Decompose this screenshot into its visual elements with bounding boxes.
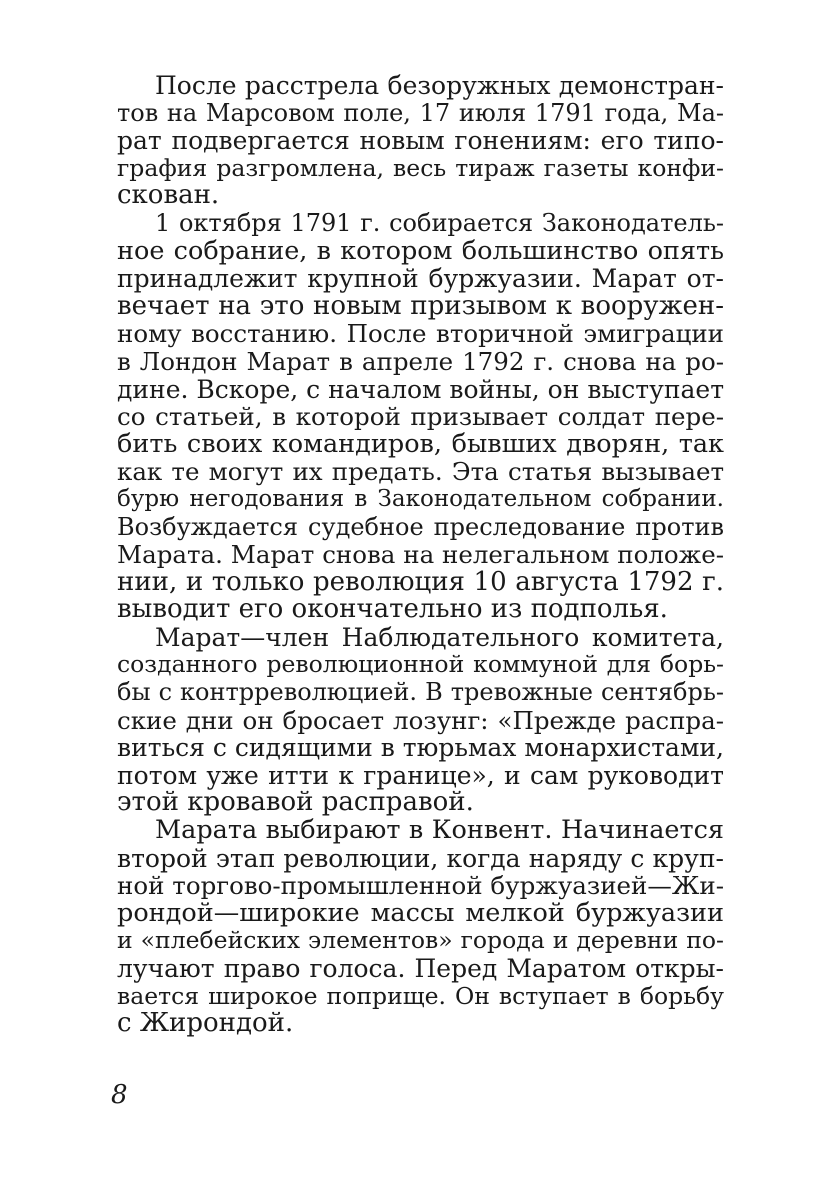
text-line: в Лондон Марат в апреле 1792 г. снова на ро- — [117, 346, 724, 376]
paragraph — [117, 210, 724, 624]
text-line: Марата. Марат снова на нелегальном положе- — [117, 540, 724, 570]
text-line: тов на Марсовом поле, 17 июля 1791 года, Ма- — [117, 98, 724, 127]
text-line: с Жирондой. — [117, 1008, 294, 1039]
text-line: 1 октября 1791 г. собирается Законодатель- — [155, 208, 724, 237]
text-line: выводит его окончательно из подполья. — [117, 594, 668, 625]
text-line: рат подвергается новым гонениям: его типо- — [117, 126, 724, 156]
paragraph — [117, 817, 724, 1038]
text-line: ное собрание, в котором большинство опять — [117, 235, 724, 266]
text-line: бить своих командиров, бывших дворян, так — [117, 428, 724, 459]
text-line: дине. Вскоре, с началом войны, он выступает — [117, 374, 725, 404]
text-line: бы с контрреволюцией. В тревожные сентябрь- — [117, 678, 724, 707]
page-body — [117, 72, 724, 1038]
text-line: рондой—широкие массы мелкой буржуазии — [117, 897, 724, 928]
text-line: нии, и только революция 10 августа 1792 г. — [117, 566, 724, 597]
text-line: Возбуждается судебное преследование против — [117, 512, 724, 541]
text-line: созданного революционной коммуной для борь- — [117, 650, 724, 679]
text-line: После расстрела безоружных демонстран- — [155, 71, 724, 100]
text-line: виться с сидящими в тюрьмах монархистами, — [117, 733, 724, 763]
text-line: вается широкое поприще. Он вступает в борьбу — [117, 981, 724, 1010]
text-line: со статьей, в которой призывает солдат пере- — [117, 402, 724, 432]
text-line: потом уже итти к границе», и сам руководит — [117, 760, 724, 790]
text-line: ной торгово-промышленной буржуазией—Жи- — [117, 871, 724, 901]
page-number: 8 — [111, 1080, 128, 1110]
text-line: ские дни он бросает лозунг: «Прежде распра- — [117, 705, 724, 735]
text-line: второй этап революции, когда наряду с круп- — [117, 843, 724, 873]
text-line: графия разгромлена, весь тираж газеты конфи- — [117, 153, 724, 182]
text-line: Марат—член Наблюдательного комитета, — [155, 622, 724, 652]
text-line: бурю негодования в Законодательном собрании. — [117, 485, 724, 512]
text-line: скован. — [117, 180, 220, 211]
paragraph — [117, 72, 724, 210]
text-line: Марата выбирают в Конвент. Начинается — [155, 815, 724, 846]
text-line: принадлежит крупной буржуазии. Марат от- — [117, 264, 724, 294]
text-line: лучают право голоса. Перед Маратом откры- — [117, 954, 724, 983]
text-line: вечает на это новым призывом к вооружен- — [117, 290, 724, 321]
text-line: и «плебейских элементов» города и деревни по- — [117, 926, 724, 955]
text-line: этой кровавой расправой. — [117, 787, 474, 818]
paragraph — [117, 624, 724, 817]
text-line: как те могут их предать. Эта статья вызывает — [117, 457, 724, 487]
text-line: ному восстанию. После вторичной эмиграции — [117, 319, 724, 349]
